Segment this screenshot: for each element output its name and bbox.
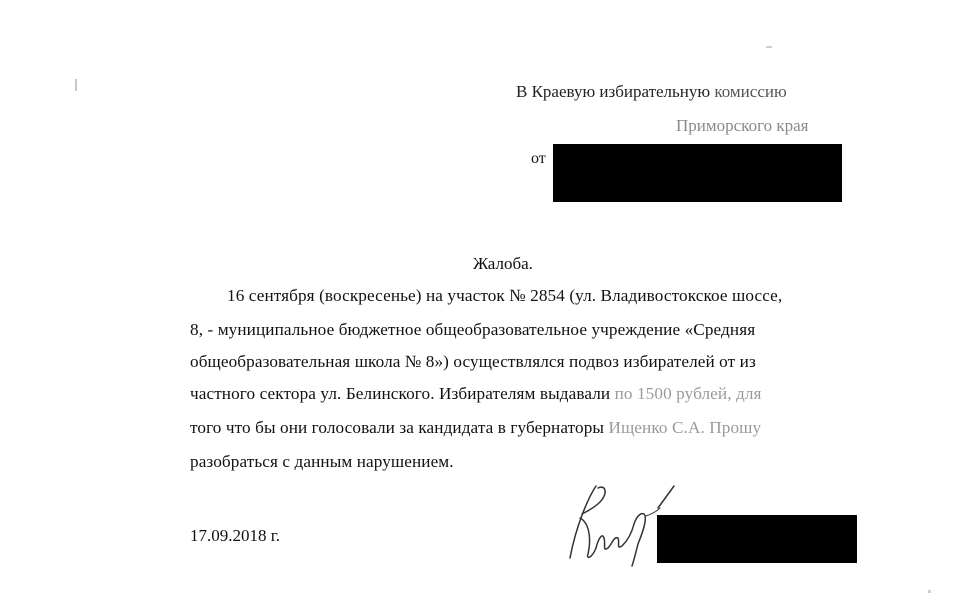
- complaint-line-5-faded: Ищенко С.А. Прошу: [608, 418, 762, 437]
- complaint-line-6: разобраться с данным нарушением.: [190, 452, 454, 471]
- complaint-line-4-faded: по 1500 рублей, для: [614, 384, 762, 403]
- complaint-line-5: [190, 418, 761, 438]
- addressee-line-1-faded: комиссию: [714, 82, 787, 101]
- scan-artifact-mark: [75, 79, 77, 91]
- complaint-title: Жалоба.: [473, 254, 533, 273]
- document-date: 17.09.2018 г.: [190, 526, 281, 545]
- sender-redaction-box: [553, 144, 842, 202]
- complaint-line-4: [190, 384, 762, 404]
- complaint-line-1: 16 сентября (воскресенье) на участок № 2854 (ул. Владивостокское шоссе,: [227, 286, 783, 305]
- complaint-line-2: 8, - муниципальное бюджетное общеобразовательное учреждение «Средняя: [190, 320, 756, 339]
- addressee-line-1-main: В Краевую избирательную: [516, 82, 715, 101]
- scan-speck: [766, 46, 772, 48]
- complaint-line-3: общеобразовательная школа № 8») осуществлялся подвоз избирателей от из: [190, 352, 756, 371]
- signatory-redaction-box: [657, 515, 857, 563]
- complaint-line-5-main: того что бы они голосовали за кандидата в губернаторы: [190, 418, 609, 437]
- scan-speck: [928, 590, 931, 593]
- addressee-line-1: [516, 82, 787, 102]
- addressee-line-2: Приморского края: [676, 116, 809, 135]
- from-label: от: [531, 150, 546, 167]
- complaint-line-4-main: частного сектора ул. Белинского. Избирателям выдавали: [190, 384, 615, 403]
